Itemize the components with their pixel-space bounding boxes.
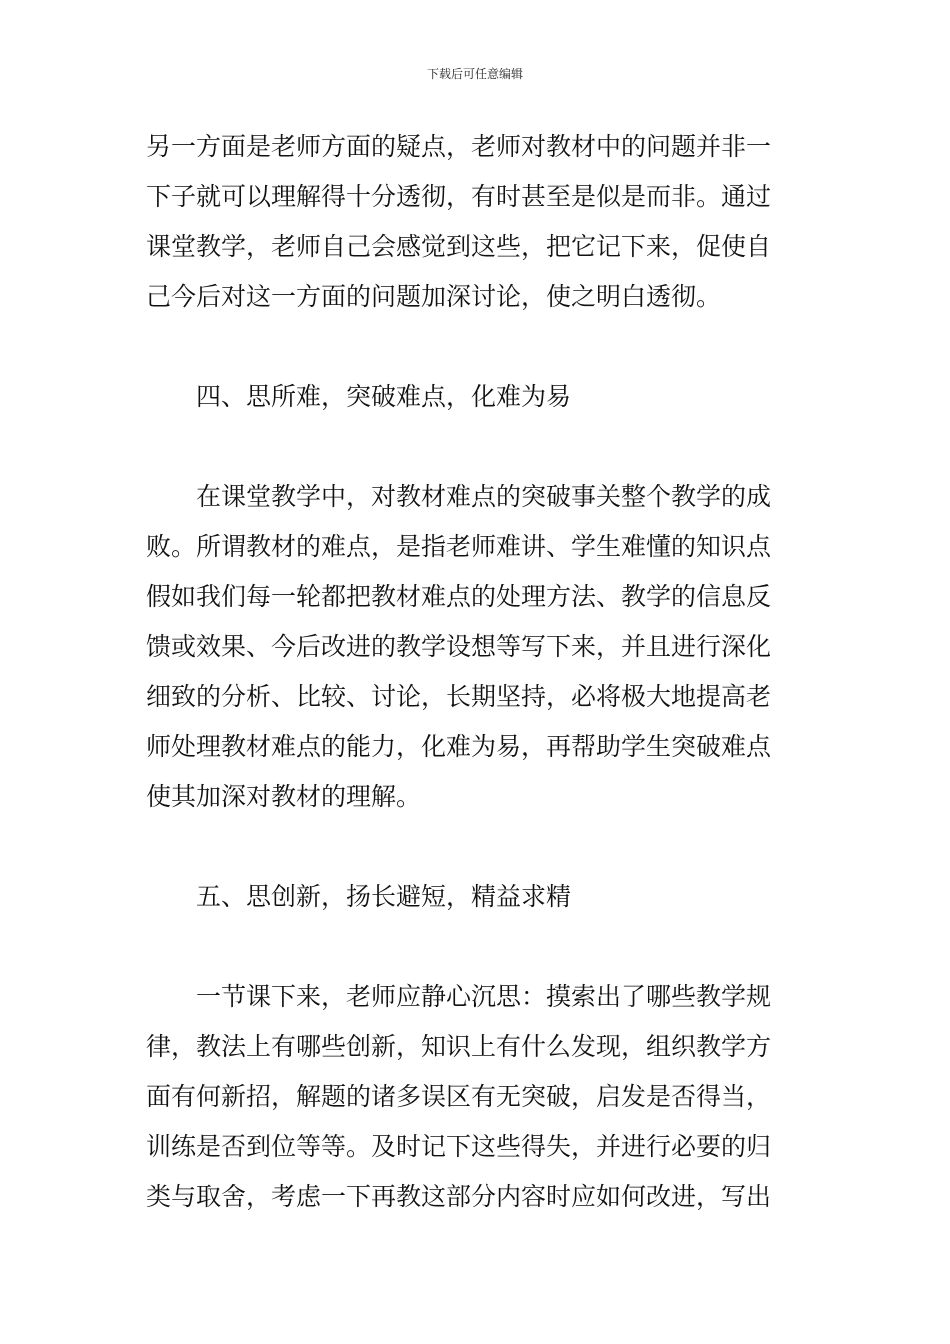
paragraph-line: 一节课下来，老师应静心沉思：摸索出了哪些教学规 xyxy=(196,982,772,1011)
document-body xyxy=(146,122,808,1222)
paragraph-line: 课堂教学，老师自己会感觉到这些，把它记下来，促使自 xyxy=(146,232,772,261)
paragraph-line: 在课堂教学中，对教材难点的突破事关整个教学的成 xyxy=(196,482,772,511)
paragraph-line: 师处理教材难点的能力，化难为易，再帮助学生突破难点 xyxy=(146,732,772,761)
paragraph-spacer xyxy=(146,922,808,972)
section-heading-5: 五、思创新，扬长避短，精益求精 xyxy=(196,882,572,911)
paragraph-line: 使其加深对教材的理解。 xyxy=(146,782,422,811)
paragraph-spacer xyxy=(146,422,808,472)
paragraph-line: 训练是否到位等等。及时记下这些得失，并进行必要的归 xyxy=(146,1132,772,1161)
paragraph-spacer xyxy=(146,822,808,872)
paragraph-line: 己今后对这一方面的问题加深讨论，使之明白透彻。 xyxy=(146,282,722,311)
paragraph-spacer xyxy=(146,322,808,372)
paragraph-line: 细致的分析、比较、讨论，长期坚持，必将极大地提高老 xyxy=(146,682,772,711)
paragraph-1 xyxy=(146,122,808,322)
paragraph-line: 另一方面是老师方面的疑点，老师对教材中的问题并非一 xyxy=(146,132,772,161)
paragraph-line: 类与取舍，考虑一下再教这部分内容时应如何改进，写出 xyxy=(146,1182,772,1211)
section-heading-4: 四、思所难，突破难点，化难为易 xyxy=(196,382,572,411)
paragraph-line: 败。所谓教材的难点，是指老师难讲、学生难懂的知识点 xyxy=(146,532,772,561)
page-header: 下载后可任意编辑 xyxy=(426,67,523,81)
paragraph-line: 馈或效果、今后改进的教学设想等写下来，并且进行深化 xyxy=(146,632,772,661)
paragraph-2 xyxy=(146,472,808,822)
paragraph-line: 下子就可以理解得十分透彻，有时甚至是似是而非。通过 xyxy=(146,182,772,211)
paragraph-line: 假如我们每一轮都把教材难点的处理方法、教学的信息反 xyxy=(146,582,772,611)
paragraph-line: 律，教法上有哪些创新，知识上有什么发现，组织教学方 xyxy=(146,1032,772,1061)
paragraph-3 xyxy=(146,972,808,1222)
paragraph-line: 面有何新招，解题的诸多误区有无突破，启发是否得当， xyxy=(146,1082,772,1111)
